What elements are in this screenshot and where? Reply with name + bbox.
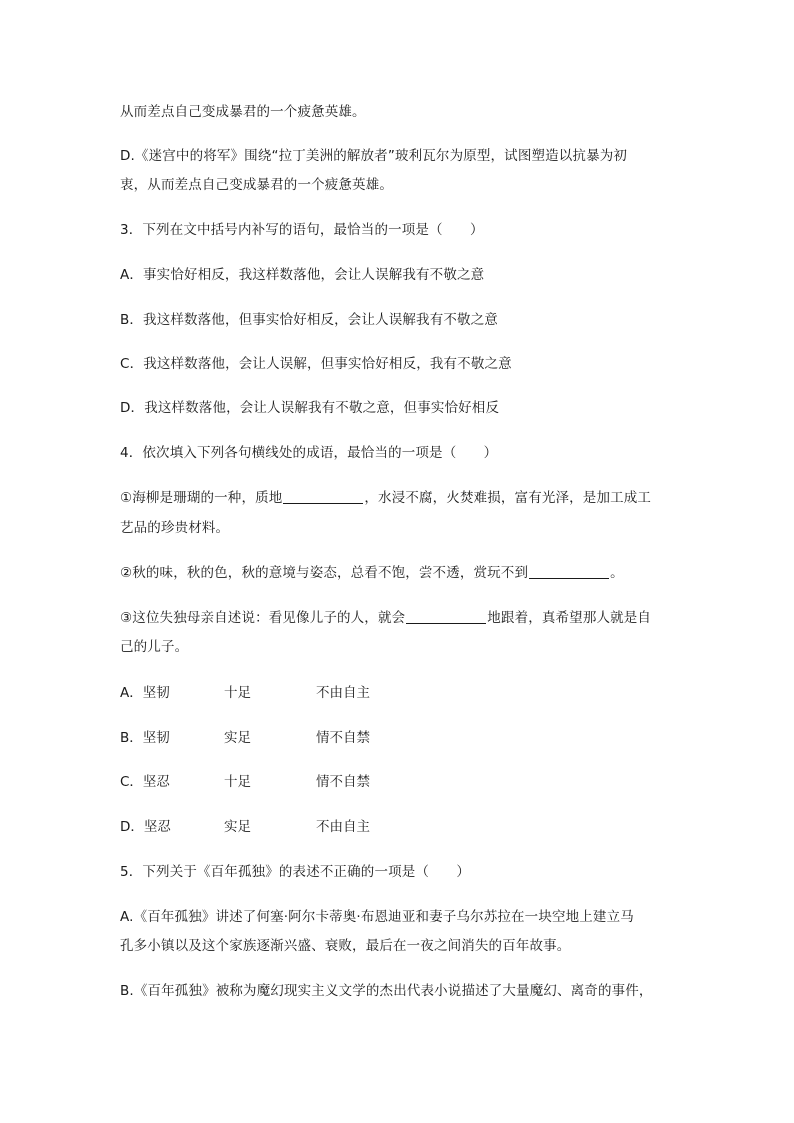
option-label: B．坚韧	[120, 730, 170, 746]
q5-option-b: B.《百年孤独》被称为魔幻现实主义文学的杰出代表小说描述了大量魔幻、离奇的事件，	[120, 983, 653, 999]
q5-option-a: A.《百年孤独》讲述了何塞·阿尔卡蒂奥·布恩迪亚和妻子乌尔苏拉在一块空地上建立马	[120, 909, 634, 925]
sentence-text: ③这位失独母亲自述说：看见像儿子的人，就会	[120, 610, 406, 626]
option-label: C．坚忍	[120, 774, 170, 790]
sentence-text: ①海柳是珊瑚的一种，质地	[120, 490, 283, 506]
question-5: 5．下列关于《百年孤独》的表述不正确的一项是（ ）	[120, 864, 470, 880]
question-3: 3．下列在文中括号内补写的语句，最恰当的一项是（ ）	[120, 222, 484, 238]
fill-blank	[283, 489, 363, 504]
option-word-3: 情不自禁	[316, 774, 370, 790]
q3-option-c: C．我这样数落他，会让人误解，但事实恰好相反，我有不敬之意	[120, 356, 512, 372]
sentence-text: ②秋的味，秋的色，秋的意境与姿态，总看不饱，尝不透，赏玩不到	[120, 565, 529, 581]
option-label: D．坚忍	[120, 819, 171, 835]
option-word-2: 实足	[224, 730, 251, 746]
q4-sentence-1-cont: 艺品的珍贵材料。	[120, 520, 230, 536]
option-label: A．坚韧	[120, 685, 170, 701]
sentence-text: ，水浸不腐，火焚难损，富有光泽，是加工成工	[364, 490, 652, 506]
option-word-3: 不由自主	[316, 819, 370, 835]
q4-sentence-3	[120, 608, 651, 628]
text-line: 衷，从而差点自己变成暴君的一个疲惫英雄。	[120, 177, 393, 193]
option-word-2: 十足	[224, 774, 251, 790]
fill-blank	[406, 609, 486, 624]
q4-sentence-1	[120, 488, 651, 508]
fill-blank	[529, 564, 609, 579]
option-word-3: 情不自禁	[316, 730, 370, 746]
q5-option-a-cont: 孔多小镇以及这个家族逐渐兴盛、衰败，最后在一夜之间消失的百年故事。	[120, 938, 571, 954]
sentence-text: 地跟着，真希望那人就是自	[487, 610, 652, 626]
option-word-2: 实足	[224, 819, 251, 835]
option-word-2: 十足	[224, 685, 251, 701]
option-d-line: D.《迷宫中的将军》围绕“拉丁美洲的解放者”玻利瓦尔为原型，试图塑造以抗暴为初	[120, 148, 628, 164]
q3-option-b: B．我这样数落他，但事实恰好相反，会让人误解我有不敬之意	[120, 312, 498, 328]
option-word-3: 不由自主	[316, 685, 370, 701]
q4-sentence-3-cont: 己的儿子。	[120, 639, 189, 655]
q3-option-d: D．我这样数落他，会让人误解我有不敬之意，但事实恰好相反	[120, 400, 500, 416]
q3-option-a: A．事实恰好相反，我这样数落他，会让人误解我有不敬之意	[120, 267, 485, 283]
text-line: 从而差点自己变成暴君的一个疲惫英雄。	[120, 104, 366, 120]
sentence-text: 。	[610, 565, 624, 581]
question-4: 4．依次填入下列各句横线处的成语，最恰当的一项是（ ）	[120, 445, 498, 461]
q4-sentence-2	[120, 563, 624, 583]
